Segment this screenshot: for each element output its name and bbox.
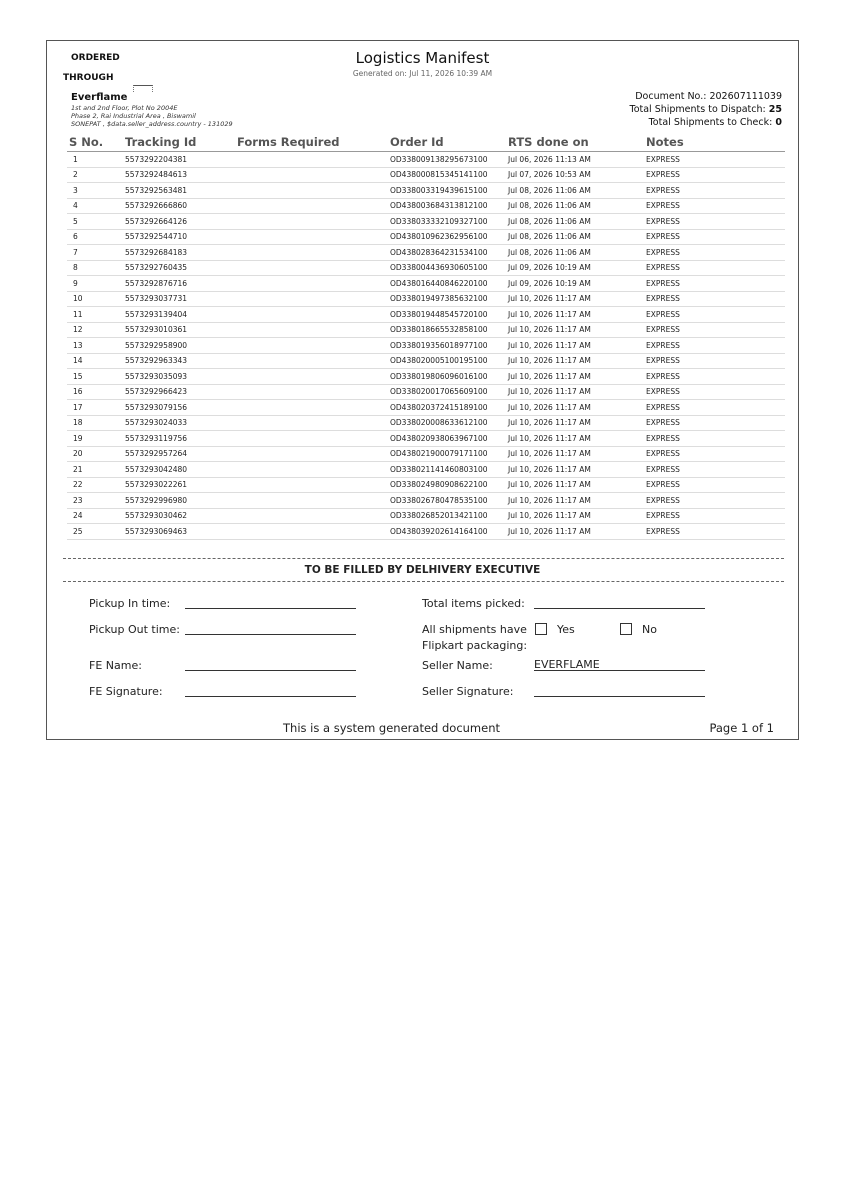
pickup-in-label: Pickup In time:	[89, 597, 171, 610]
executive-section-title: TO BE FILLED BY DELHIVERY EXECUTIVE	[304, 564, 541, 576]
row-order-id: OD338004436930605100	[390, 260, 508, 276]
packaging-yes-checkbox[interactable]	[535, 623, 547, 635]
table-row	[67, 152, 785, 168]
row-sno: 9	[67, 276, 125, 292]
row-sno: 1	[67, 152, 125, 168]
row-sno: 23	[67, 493, 125, 509]
seller-address-line2: Phase 2, Rai Industrial Area , Biswamil	[71, 112, 196, 120]
fe-signature-field[interactable]	[185, 696, 356, 697]
row-notes: EXPRESS	[646, 446, 785, 462]
pickup-in-field[interactable]	[185, 608, 356, 609]
row-order-id: OD438039202614164100	[390, 524, 508, 540]
row-order-id: OD438000815345141100	[390, 167, 508, 183]
fe-name-label: FE Name:	[89, 659, 142, 672]
row-sno: 7	[67, 245, 125, 261]
row-tracking-id: 5573293022261	[125, 477, 237, 493]
dispatch-count-label: Total Shipments to Dispatch:	[629, 104, 766, 115]
table-row	[67, 276, 785, 292]
row-notes: EXPRESS	[646, 229, 785, 245]
packaging-no-label: No	[642, 623, 657, 636]
row-forms-required	[237, 477, 390, 493]
table-row	[67, 508, 785, 524]
table-row	[67, 477, 785, 493]
row-sno: 14	[67, 353, 125, 369]
row-rts-done-on: Jul 10, 2026 11:17 AM	[508, 508, 646, 524]
row-notes: EXPRESS	[646, 462, 785, 478]
table-row	[67, 524, 785, 540]
row-notes: EXPRESS	[646, 384, 785, 400]
row-sno: 8	[67, 260, 125, 276]
table-row	[67, 229, 785, 245]
row-sno: 25	[67, 524, 125, 540]
column-header-rts-done-on: RTS done on	[508, 135, 646, 152]
table-row	[67, 353, 785, 369]
row-notes: EXPRESS	[646, 260, 785, 276]
row-tracking-id: 5573292563481	[125, 183, 237, 199]
through-label: THROUGH	[63, 73, 114, 83]
row-forms-required	[237, 167, 390, 183]
row-forms-required	[237, 415, 390, 431]
row-forms-required	[237, 524, 390, 540]
row-order-id: OD338026780478535100	[390, 493, 508, 509]
row-order-id: OD338003319439615100	[390, 183, 508, 199]
row-sno: 22	[67, 477, 125, 493]
row-notes: EXPRESS	[646, 493, 785, 509]
seller-name-label: Seller Name:	[422, 659, 493, 672]
row-order-id: OD338019806096016100	[390, 369, 508, 385]
row-tracking-id: 5573292484613	[125, 167, 237, 183]
row-notes: EXPRESS	[646, 524, 785, 540]
row-forms-required	[237, 353, 390, 369]
row-forms-required	[237, 446, 390, 462]
row-rts-done-on: Jul 10, 2026 11:17 AM	[508, 353, 646, 369]
row-rts-done-on: Jul 10, 2026 11:17 AM	[508, 462, 646, 478]
check-count-value: 0	[775, 117, 782, 128]
row-sno: 2	[67, 167, 125, 183]
row-rts-done-on: Jul 06, 2026 11:13 AM	[508, 152, 646, 168]
table-row	[67, 462, 785, 478]
column-header-notes: Notes	[646, 135, 785, 152]
row-tracking-id: 5573292957264	[125, 446, 237, 462]
row-forms-required	[237, 322, 390, 338]
row-rts-done-on: Jul 10, 2026 11:17 AM	[508, 338, 646, 354]
dispatch-count	[630, 104, 783, 115]
packaging-no-checkbox[interactable]	[620, 623, 632, 635]
row-rts-done-on: Jul 10, 2026 11:17 AM	[508, 291, 646, 307]
fe-signature-label: FE Signature:	[89, 685, 163, 698]
row-forms-required	[237, 229, 390, 245]
row-forms-required	[237, 245, 390, 261]
fe-name-field[interactable]	[185, 670, 356, 671]
page-title: Logistics Manifest	[355, 49, 490, 67]
row-notes: EXPRESS	[646, 198, 785, 214]
row-rts-done-on: Jul 10, 2026 11:17 AM	[508, 477, 646, 493]
row-order-id: OD338020008633612100	[390, 415, 508, 431]
check-count	[649, 117, 782, 128]
pickup-out-label: Pickup Out time:	[89, 623, 180, 636]
row-sno: 20	[67, 446, 125, 462]
row-tracking-id: 5573293037731	[125, 291, 237, 307]
row-forms-required	[237, 431, 390, 447]
row-notes: EXPRESS	[646, 276, 785, 292]
row-notes: EXPRESS	[646, 353, 785, 369]
row-sno: 18	[67, 415, 125, 431]
row-order-id: OD338026852013421100	[390, 508, 508, 524]
row-rts-done-on: Jul 10, 2026 11:17 AM	[508, 493, 646, 509]
row-sno: 3	[67, 183, 125, 199]
row-notes: EXPRESS	[646, 245, 785, 261]
row-notes: EXPRESS	[646, 167, 785, 183]
row-order-id: OD338019356018977100	[390, 338, 508, 354]
packaging-yes-label: Yes	[557, 623, 575, 636]
row-sno: 15	[67, 369, 125, 385]
row-forms-required	[237, 260, 390, 276]
row-tracking-id: 5573293042480	[125, 462, 237, 478]
table-row	[67, 431, 785, 447]
manifest-document	[46, 40, 799, 740]
table-row	[67, 415, 785, 431]
row-notes: EXPRESS	[646, 322, 785, 338]
row-notes: EXPRESS	[646, 214, 785, 230]
row-rts-done-on: Jul 10, 2026 11:17 AM	[508, 524, 646, 540]
row-rts-done-on: Jul 10, 2026 11:17 AM	[508, 322, 646, 338]
row-tracking-id: 5573293035093	[125, 369, 237, 385]
row-order-id: OD438010962362956100	[390, 229, 508, 245]
pickup-out-field[interactable]	[185, 634, 356, 635]
row-forms-required	[237, 276, 390, 292]
seller-name: Everflame	[71, 92, 128, 103]
row-order-id: OD338019497385632100	[390, 291, 508, 307]
row-sno: 21	[67, 462, 125, 478]
seller-signature-label: Seller Signature:	[422, 685, 514, 698]
row-order-id: OD438003684313812100	[390, 198, 508, 214]
row-sno: 6	[67, 229, 125, 245]
row-forms-required	[237, 307, 390, 323]
row-order-id: OD338024980908622100	[390, 477, 508, 493]
table-row	[67, 307, 785, 323]
row-sno: 5	[67, 214, 125, 230]
total-items-label: Total items picked:	[422, 597, 525, 610]
row-forms-required	[237, 369, 390, 385]
row-notes: EXPRESS	[646, 508, 785, 524]
row-sno: 12	[67, 322, 125, 338]
row-rts-done-on: Jul 08, 2026 11:06 AM	[508, 229, 646, 245]
row-rts-done-on: Jul 10, 2026 11:17 AM	[508, 431, 646, 447]
logo-mark-icon	[133, 85, 153, 92]
table-row	[67, 493, 785, 509]
table-row	[67, 322, 785, 338]
shipment-table-body	[67, 152, 785, 540]
table-row	[67, 384, 785, 400]
table-row	[67, 291, 785, 307]
seller-name-field[interactable]	[534, 670, 705, 671]
seller-address-line1: 1st and 2nd Floor, Plot No 2004E	[71, 104, 178, 112]
table-header-row	[67, 135, 785, 152]
document-number-label: Document No.:	[635, 91, 707, 102]
row-sno: 19	[67, 431, 125, 447]
row-tracking-id: 5573292684183	[125, 245, 237, 261]
generated-timestamp: Generated on: Jul 11, 2026 10:39 AM	[352, 69, 493, 78]
row-order-id: OD338009138295673100	[390, 152, 508, 168]
table-row	[67, 167, 785, 183]
row-notes: EXPRESS	[646, 291, 785, 307]
table-row	[67, 260, 785, 276]
page-number: Page 1 of 1	[709, 721, 774, 735]
row-rts-done-on: Jul 10, 2026 11:17 AM	[508, 384, 646, 400]
row-rts-done-on: Jul 09, 2026 10:19 AM	[508, 276, 646, 292]
row-rts-done-on: Jul 07, 2026 10:53 AM	[508, 167, 646, 183]
row-tracking-id: 5573292958900	[125, 338, 237, 354]
row-tracking-id: 5573293069463	[125, 524, 237, 540]
row-tracking-id: 5573292204381	[125, 152, 237, 168]
row-sno: 17	[67, 400, 125, 416]
column-header-order-id: Order Id	[390, 135, 508, 152]
row-rts-done-on: Jul 10, 2026 11:17 AM	[508, 446, 646, 462]
column-header-forms-required: Forms Required	[237, 135, 390, 152]
row-forms-required	[237, 493, 390, 509]
shipment-table	[67, 135, 785, 540]
row-forms-required	[237, 384, 390, 400]
check-count-label: Total Shipments to Check:	[648, 117, 773, 128]
row-tracking-id: 5573292876716	[125, 276, 237, 292]
column-header-tracking-id: Tracking Id	[125, 135, 237, 152]
table-row	[67, 400, 785, 416]
row-forms-required	[237, 198, 390, 214]
row-rts-done-on: Jul 08, 2026 11:06 AM	[508, 245, 646, 261]
row-tracking-id: 5573292996980	[125, 493, 237, 509]
total-items-field[interactable]	[534, 608, 705, 609]
row-order-id: OD438020938063967100	[390, 431, 508, 447]
row-tracking-id: 5573292760435	[125, 260, 237, 276]
row-rts-done-on: Jul 09, 2026 10:19 AM	[508, 260, 646, 276]
row-rts-done-on: Jul 08, 2026 11:06 AM	[508, 183, 646, 199]
seller-signature-field[interactable]	[534, 696, 705, 697]
row-forms-required	[237, 291, 390, 307]
row-sno: 16	[67, 384, 125, 400]
row-forms-required	[237, 508, 390, 524]
row-notes: EXPRESS	[646, 477, 785, 493]
row-rts-done-on: Jul 10, 2026 11:17 AM	[508, 369, 646, 385]
row-tracking-id: 5573293119756	[125, 431, 237, 447]
row-notes: EXPRESS	[646, 152, 785, 168]
row-order-id: OD338020017065609100	[390, 384, 508, 400]
row-tracking-id: 5573293139404	[125, 307, 237, 323]
row-order-id: OD438020372415189100	[390, 400, 508, 416]
row-order-id: OD338021141460803100	[390, 462, 508, 478]
row-forms-required	[237, 214, 390, 230]
table-row	[67, 183, 785, 199]
row-tracking-id: 5573292966423	[125, 384, 237, 400]
row-tracking-id: 5573293079156	[125, 400, 237, 416]
row-order-id: OD438021900079171100	[390, 446, 508, 462]
table-row	[67, 198, 785, 214]
divider-dashed-bottom	[63, 581, 784, 582]
divider-dashed-top	[63, 558, 784, 559]
row-sno: 13	[67, 338, 125, 354]
row-order-id: OD338033332109327100	[390, 214, 508, 230]
seller-address-line3: SONEPAT , $data.seller_address.country - 131029	[71, 120, 233, 128]
row-tracking-id: 5573292544710	[125, 229, 237, 245]
row-sno: 10	[67, 291, 125, 307]
dispatch-count-value: 25	[768, 104, 782, 115]
system-generated-note: This is a system generated document	[283, 721, 501, 735]
row-notes: EXPRESS	[646, 431, 785, 447]
row-rts-done-on: Jul 10, 2026 11:17 AM	[508, 400, 646, 416]
row-sno: 11	[67, 307, 125, 323]
row-notes: EXPRESS	[646, 183, 785, 199]
row-notes: EXPRESS	[646, 415, 785, 431]
document-number	[635, 91, 782, 102]
row-order-id: OD338018665532858100	[390, 322, 508, 338]
row-rts-done-on: Jul 10, 2026 11:17 AM	[508, 415, 646, 431]
row-rts-done-on: Jul 10, 2026 11:17 AM	[508, 307, 646, 323]
row-tracking-id: 5573292666860	[125, 198, 237, 214]
row-tracking-id: 5573293010361	[125, 322, 237, 338]
packaging-label-line1: All shipments have	[422, 623, 527, 636]
row-notes: EXPRESS	[646, 338, 785, 354]
row-forms-required	[237, 152, 390, 168]
row-order-id: OD438016440846220100	[390, 276, 508, 292]
ordered-label: ORDERED	[71, 53, 120, 63]
row-tracking-id: 5573293024033	[125, 415, 237, 431]
row-forms-required	[237, 400, 390, 416]
row-sno: 4	[67, 198, 125, 214]
seller-name-value: EVERFLAME	[534, 658, 600, 671]
table-row	[67, 446, 785, 462]
row-rts-done-on: Jul 08, 2026 11:06 AM	[508, 214, 646, 230]
row-order-id: OD438020005100195100	[390, 353, 508, 369]
row-tracking-id: 5573292664126	[125, 214, 237, 230]
table-row	[67, 214, 785, 230]
row-notes: EXPRESS	[646, 400, 785, 416]
row-tracking-id: 5573293030462	[125, 508, 237, 524]
packaging-label-line2: Flipkart packaging:	[422, 639, 528, 652]
document-number-value: 202607111039	[709, 91, 782, 102]
row-tracking-id: 5573292963343	[125, 353, 237, 369]
row-notes: EXPRESS	[646, 307, 785, 323]
row-forms-required	[237, 462, 390, 478]
row-order-id: OD338019448545720100	[390, 307, 508, 323]
row-forms-required	[237, 338, 390, 354]
column-header-sno: S No.	[67, 135, 125, 152]
row-notes: EXPRESS	[646, 369, 785, 385]
row-sno: 24	[67, 508, 125, 524]
table-row	[67, 338, 785, 354]
table-row	[67, 369, 785, 385]
row-rts-done-on: Jul 08, 2026 11:06 AM	[508, 198, 646, 214]
row-forms-required	[237, 183, 390, 199]
row-order-id: OD438028364231534100	[390, 245, 508, 261]
table-row	[67, 245, 785, 261]
